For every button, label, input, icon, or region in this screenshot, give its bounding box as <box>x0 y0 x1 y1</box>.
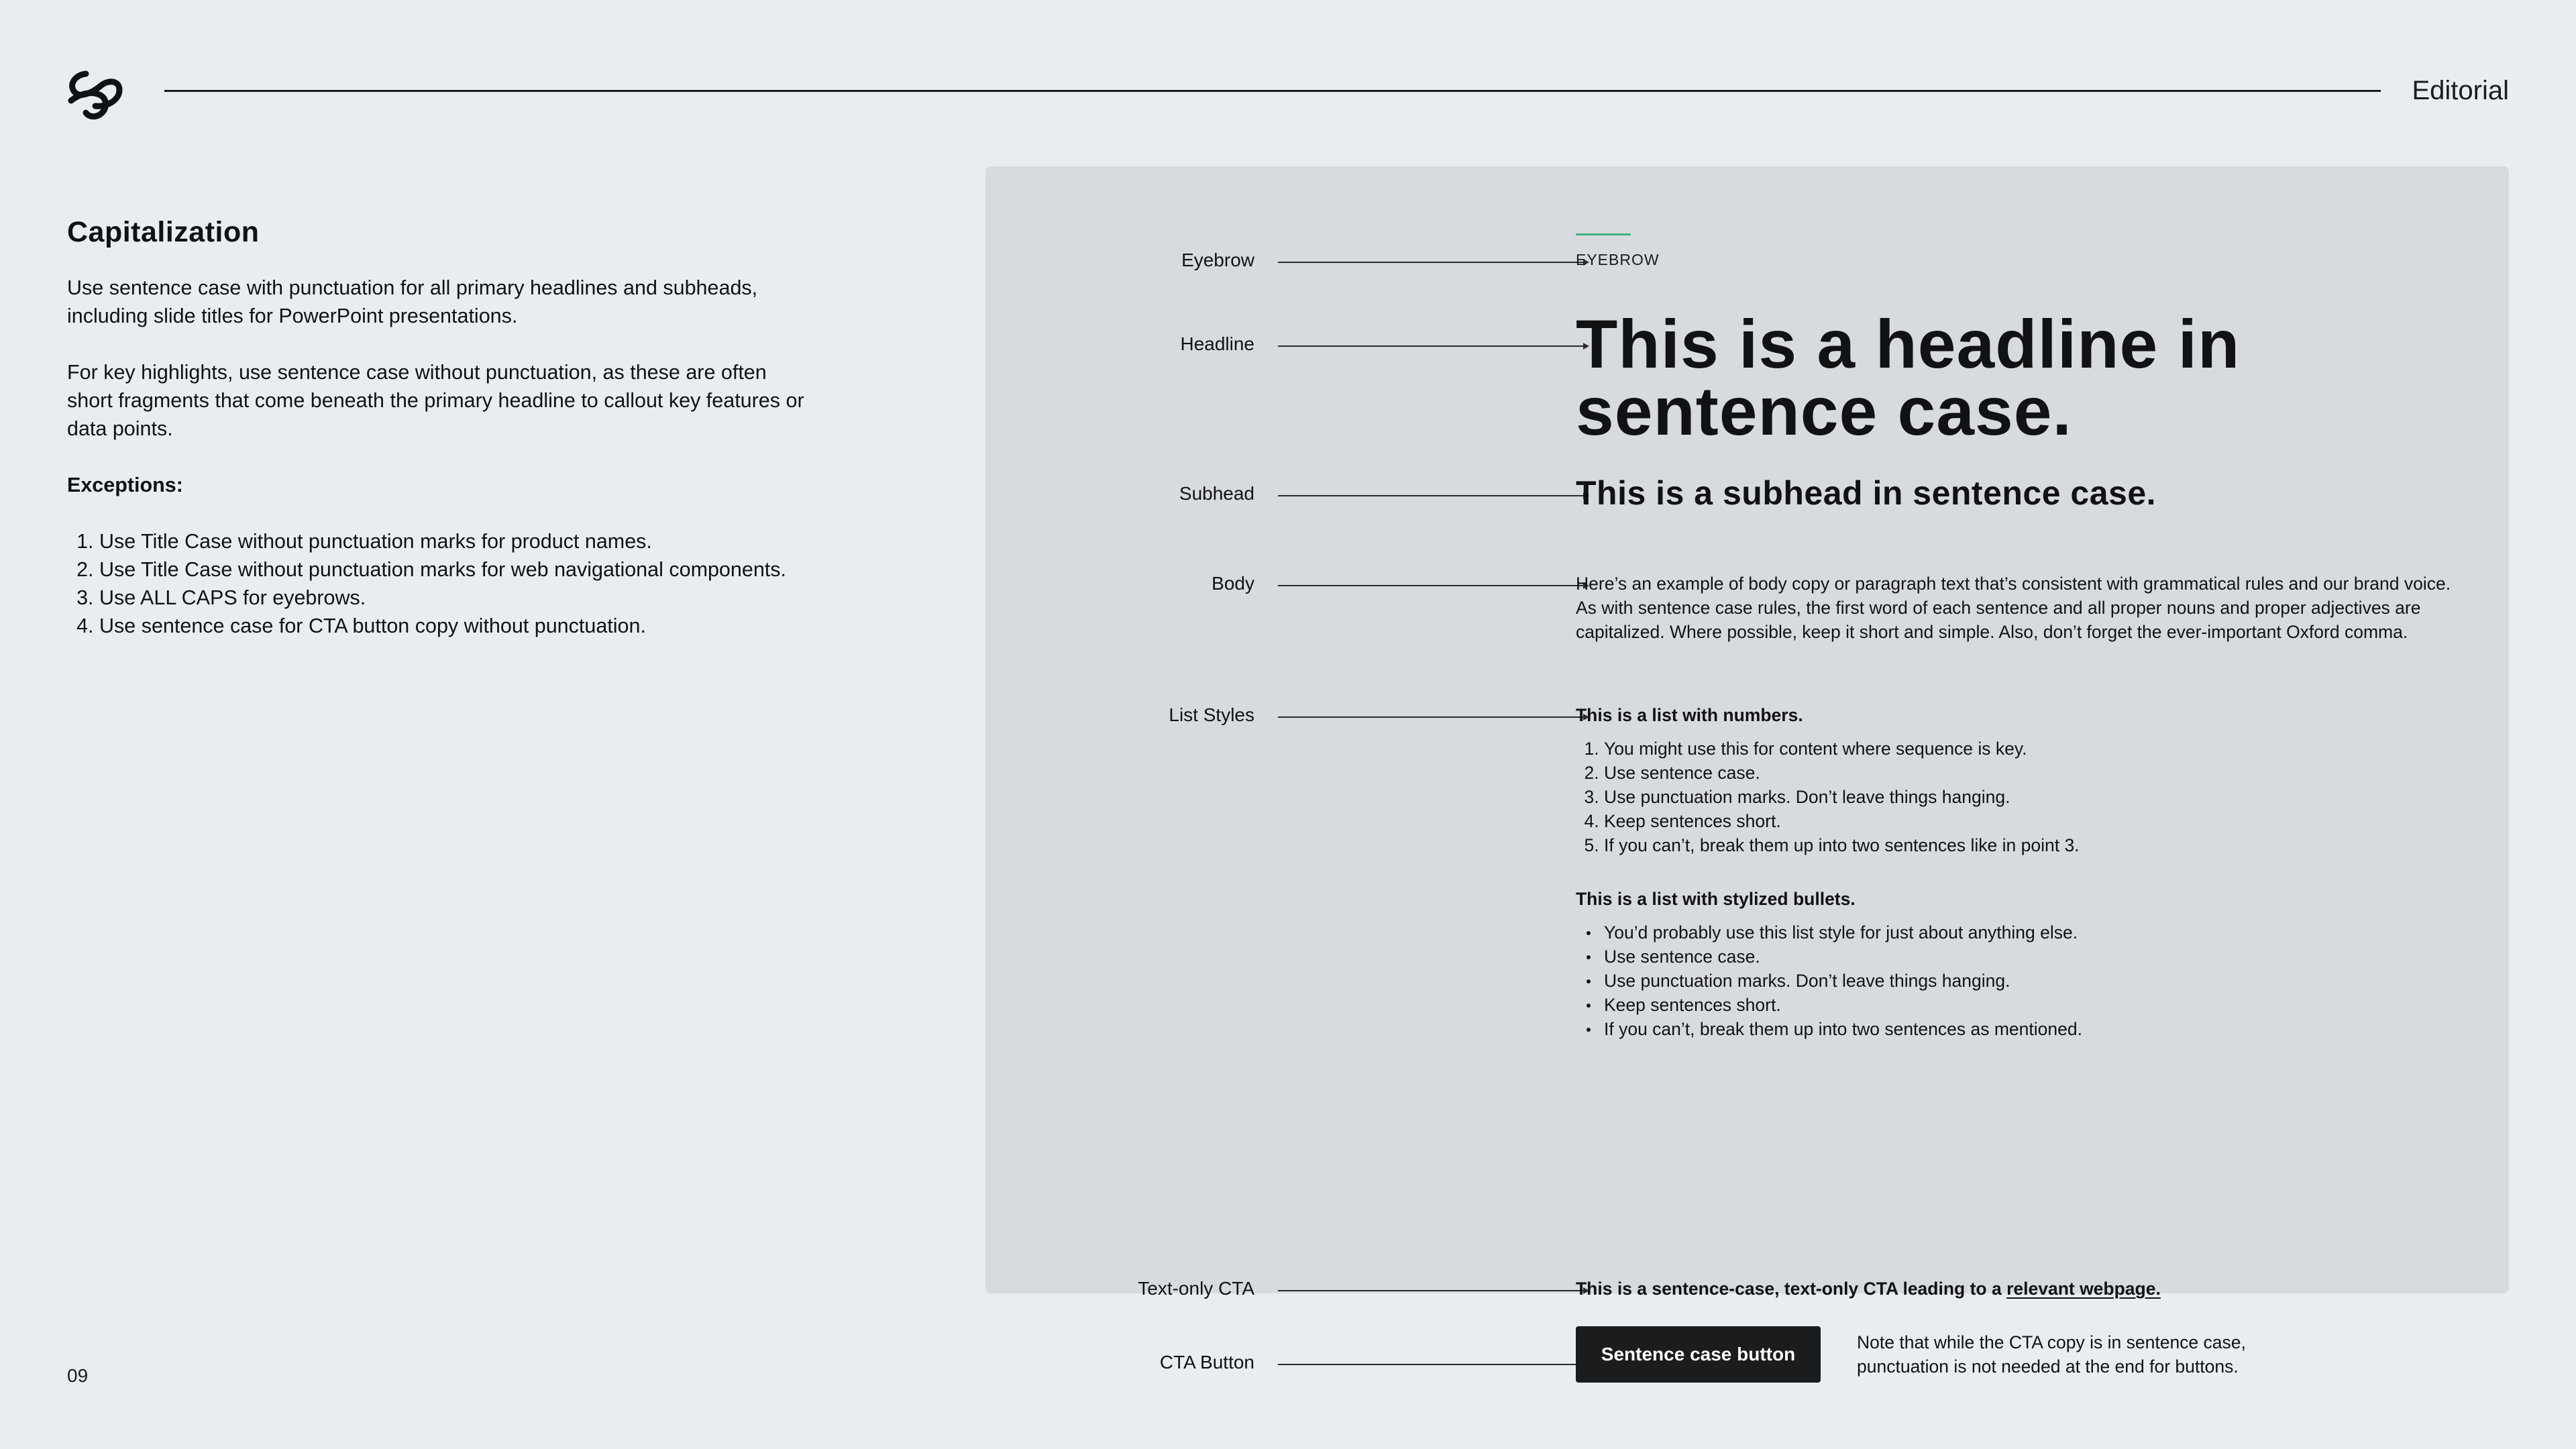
list-examples <box>1576 703 2475 1041</box>
list-item: You’d probably use this list style for just about anything else. <box>1604 920 2475 945</box>
text-cta-example <box>1576 1277 2161 1301</box>
section-label: Editorial <box>2412 76 2509 105</box>
list-item: 1. You might use this for content where sequence is key. <box>1604 737 2475 761</box>
page-number: 09 <box>67 1365 89 1386</box>
headline-example: This is a headline in sentence case. <box>1576 306 2241 449</box>
body-example: Here’s an example of body copy or paragraph text that’s consistent with grammatical rules and our brand voice. As with sentence case rules, the first word of each sentence and all proper nouns and proper adjectives are capitalized. Where possible, keep it short and simple. Also, don’t forget the ever-important Oxford comma. <box>1576 574 2451 642</box>
list-item: 3. Use ALL CAPS for eyebrows. <box>99 584 812 612</box>
list-item: Use sentence case. <box>1604 945 2475 969</box>
list-item: Keep sentences short. <box>1604 993 2475 1017</box>
list-item: 5. If you can’t, break them up into two sentences like in point 3. <box>1604 833 2475 857</box>
guidelines-column <box>67 213 812 640</box>
label-headline: Headline <box>1180 333 1254 354</box>
relevant-webpage-link[interactable]: relevant webpage. <box>2006 1279 2161 1299</box>
list-item: 2. Use sentence case. <box>1604 761 2475 785</box>
list-item: Use punctuation marks. Don’t leave things hanging. <box>1604 969 2475 993</box>
arrow-connector <box>1278 262 1588 263</box>
label-body: Body <box>1212 573 1254 594</box>
paragraph-primary-headlines: Use sentence case with punctuation for all primary headlines and subheads, including slide titles for PowerPoint presentations. <box>67 276 758 327</box>
arrow-connector <box>1278 585 1588 586</box>
page-title: Capitalization <box>67 216 260 248</box>
bullet-list <box>1576 920 2475 1041</box>
list-item: 1. Use Title Case without punctuation marks for product names. <box>99 527 812 555</box>
label-text-cta: Text-only CTA <box>1138 1278 1254 1299</box>
bullet-list-title: This is a list with stylized bullets. <box>1576 889 1856 909</box>
example-panel <box>985 166 2509 1377</box>
exceptions-heading: Exceptions: <box>67 474 183 496</box>
list-item: 4. Keep sentences short. <box>1604 809 2475 833</box>
arrow-connector <box>1278 345 1588 347</box>
exceptions-list <box>67 527 812 640</box>
brand-logo-icon <box>66 66 126 121</box>
arrow-connector <box>1278 1290 1588 1291</box>
arrow-connector <box>1278 1364 1588 1365</box>
arrow-connector <box>1278 495 1588 496</box>
list-item: 2. Use Title Case without punctuation marks for web navigational components. <box>99 555 812 584</box>
arrow-connector <box>1278 716 1588 718</box>
list-item: If you can’t, break them up into two sentences as mentioned. <box>1604 1017 2475 1041</box>
paragraph-key-highlights: For key highlights, use sentence case without punctuation, as these are often short fragments that come beneath the primary headline to callout key features or data points. <box>67 361 804 440</box>
cta-button-note: Note that while the CTA copy is in sentence case, punctuation is not needed at the end for buttons. <box>1857 1332 2246 1377</box>
list-item: 4. Use sentence case for CTA button copy without punctuation. <box>99 612 812 640</box>
header-divider <box>164 90 2381 92</box>
label-list-styles: List Styles <box>1169 704 1254 725</box>
label-subhead: Subhead <box>1179 483 1254 504</box>
numbered-list <box>1576 737 2475 857</box>
label-eyebrow: Eyebrow <box>1181 250 1254 270</box>
sentence-case-button[interactable]: Sentence case button <box>1576 1326 1821 1383</box>
numbered-list-title: This is a list with numbers. <box>1576 705 1803 725</box>
list-item: 3. Use punctuation marks. Don’t leave things hanging. <box>1604 785 2475 809</box>
eyebrow-example: EYEBROW <box>1576 251 1660 268</box>
label-cta-button: CTA Button <box>1159 1352 1254 1373</box>
subhead-example: This is a subhead in sentence case. <box>1576 474 2157 512</box>
text-cta-prefix: This is a sentence-case, text-only CTA leading to a <box>1576 1279 2007 1299</box>
eyebrow-accent-line <box>1576 233 1631 235</box>
